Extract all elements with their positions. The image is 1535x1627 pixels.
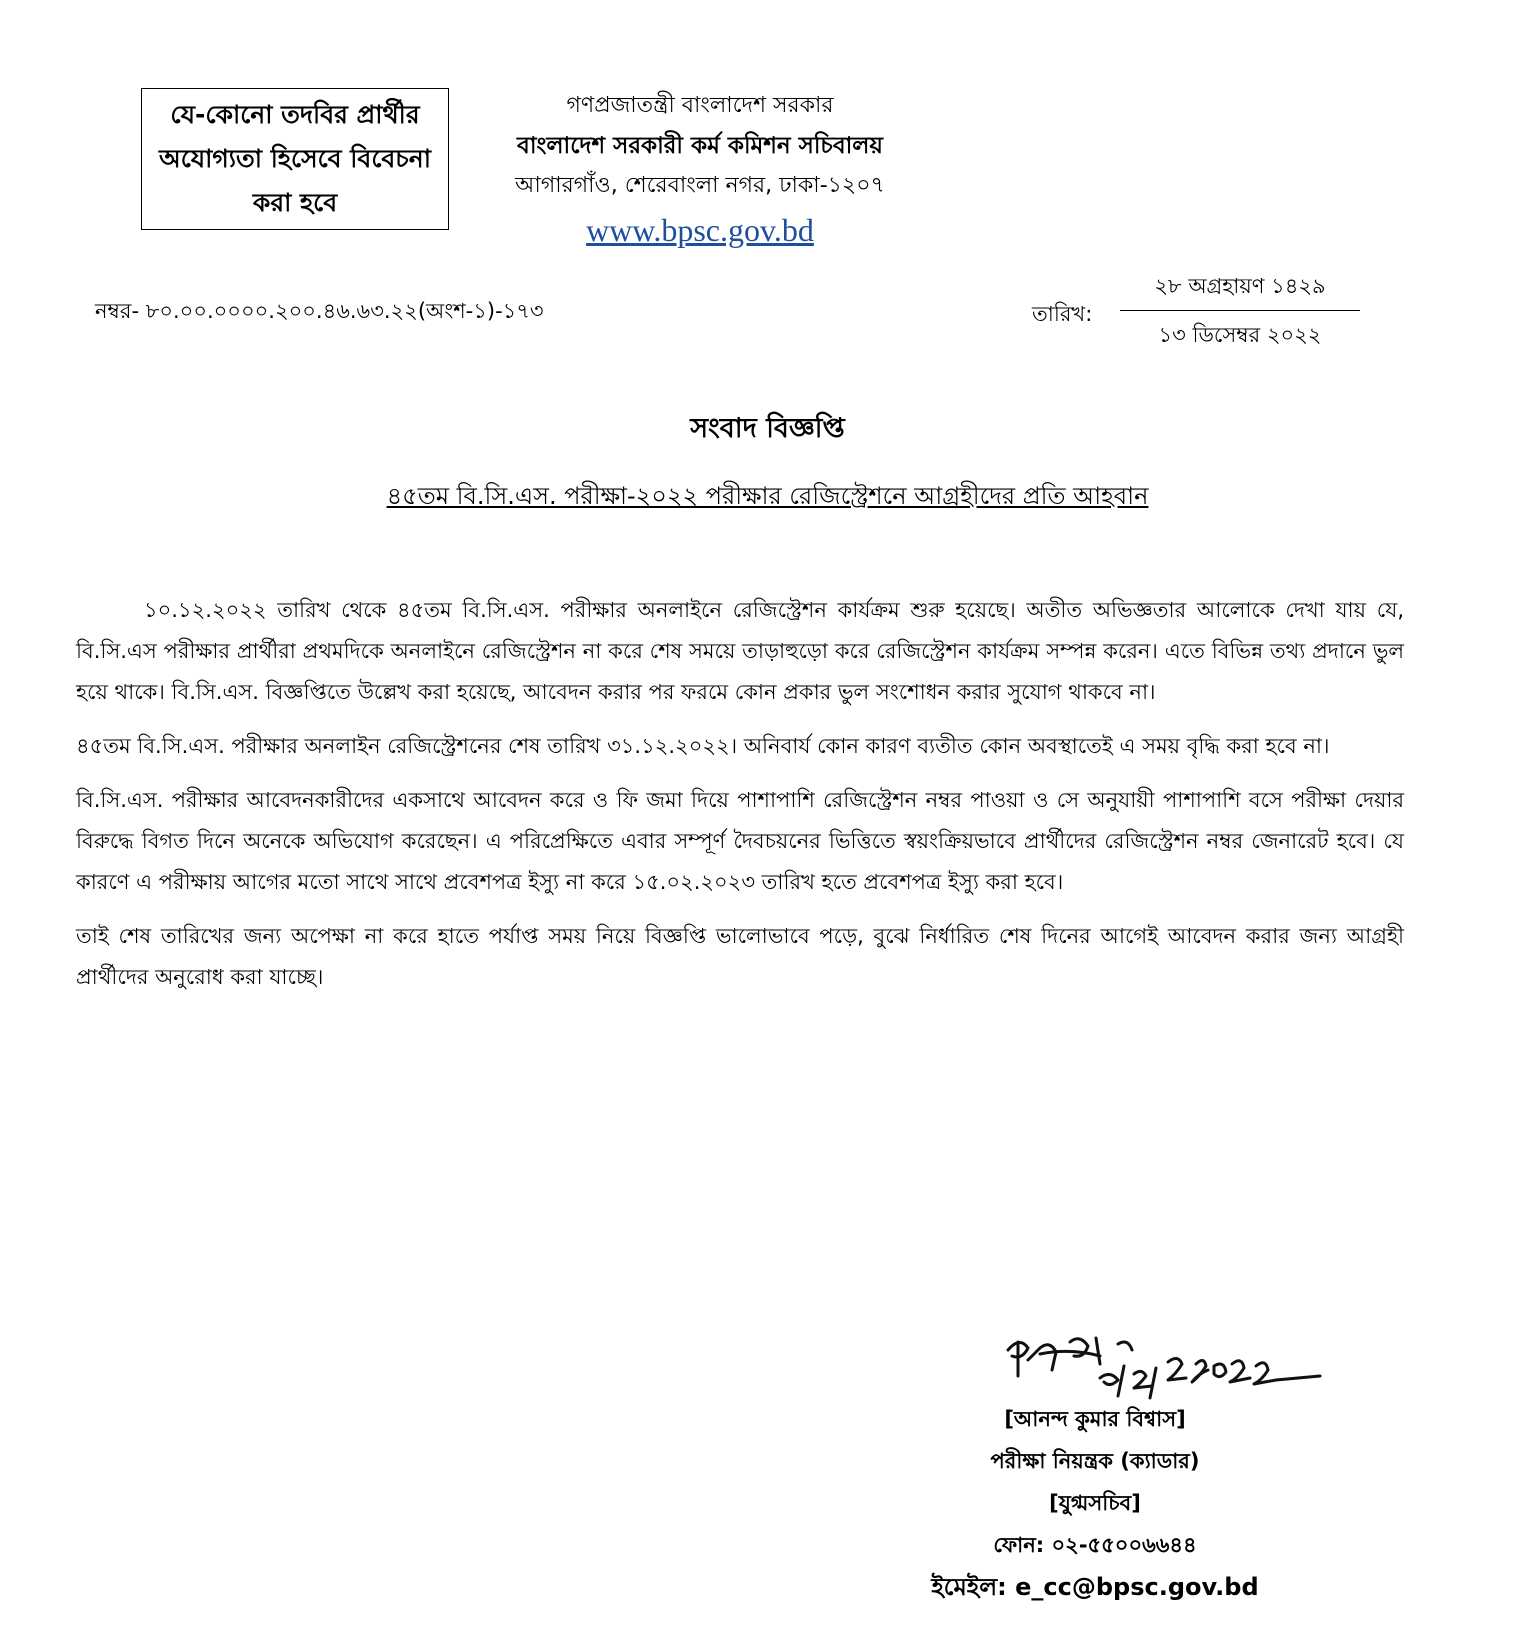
notice-body — [76, 590, 1404, 1011]
date-block — [1120, 268, 1360, 353]
date-gregorian: ১৩ ডিসেম্বর ২০২২ — [1158, 323, 1322, 347]
website-link[interactable]: www.bpsc.gov.bd — [586, 212, 814, 248]
signatory-email[interactable]: ইমেইল: e_cc@bpsc.gov.bd — [931, 1573, 1259, 1601]
paragraph-4: তাই শেষ তারিখের জন্য অপেক্ষা না করে হাতে পর্যাপ্ত সময় নিয়ে বিজ্ঞপ্তি ভালোভাবে পড়ে, বুঝে নির্ধারিত শেষ দিনের আগেই আবেদন করার জন্য আগ্রহী প্রার্থীদের অনুরোধ করা যাচ্ছে। — [76, 924, 1404, 989]
paragraph-2: ৪৫তম বি.সি.এস. পরীক্ষার অনলাইন রেজিস্ট্রেশনের শেষ তারিখ ৩১.১২.২০২২। অনিবার্য কোন কারণ ব্যতীত কোন অবস্থাতেই এ সময় বৃদ্ধি করা হবে না। — [76, 734, 1330, 758]
paragraph-3: বি.সি.এস. পরীক্ষার আবেদনকারীদের একসাথে আবেদন করে ও ফি জমা দিয়ে পাশাপাশি রেজিস্ট্রেশন নম্বর পাওয়া ও সে অনুযায়ী পাশাপাশি বসে পরীক্ষা দেয়ার বিরুদ্ধে বিগত দিনে অনেকে অভিযোগ করেছেন। এ পরিপ্রেক্ষিতে এবার সম্পূর্ণ দৈবচয়নের ভিত্তিতে স্বয়ংক্রিয়ভাবে প্রার্থীদের রেজিস্ট্রেশন নম্বর জেনারেট হবে। যে কারণে এ পরীক্ষায় আগের মতো সাথে সাথে প্রবেশপত্র ইস্যু না করে ১৫.০২.২০২৩ তারিখ হতে প্রবেশপত্র ইস্যু করা হবে। — [76, 788, 1404, 894]
document-subtitle: ৪৫তম বি.সি.এস. পরীক্ষা-২০২২ পরীক্ষার রেজিস্ট্রেশনে আগ্রহীদের প্রতি আহবান — [386, 482, 1149, 510]
office-address: আগারগাঁও, শেরেবাংলা নগর, ঢাকা-১২০৭ — [515, 173, 885, 198]
paragraph-1: ১০.১২.২০২২ তারিখ থেকে ৪৫তম বি.সি.এস. পরীক্ষার অনলাইনে রেজিস্ট্রেশন কার্যক্রম শুরু হয়েছে। অতীত অভিজ্ঞতার আলোকে দেখা যায় যে, বি.সি.এস পরীক্ষার প্রার্থীরা প্রথমদিকে অনলাইনে রেজিস্ট্রেশন না করে শেষ সময়ে তাড়াহুড়ো করে রেজিস্ট্রেশন কার্যক্রম সম্পন্ন করেন। এতে বিভিন্ন তথ্য প্রদানে ভুল হয়ে থাকে। বি.সি.এস. বিজ্ঞপ্তিতে উল্লেখ করা হয়েছে, আবেদন করার পর ফরমে কোন প্রকার ভুল সংশোধন করার সুযোগ থাকবে না। — [76, 598, 1404, 704]
notice-warning-box — [141, 88, 449, 230]
signatory-phone: ফোন: ০২-৫৫০০৬৬৪৪ — [993, 1533, 1197, 1557]
signatory-designation: পরীক্ষা নিয়ন্ত্রক (ক্যাডার) — [990, 1449, 1200, 1473]
date-bangla: ২৮ অগ্রহায়ণ ১৪২৯ — [1120, 268, 1360, 311]
memo-number: নম্বর- ৮০.০০.০০০০.২০০.৪৬.৬৩.২২(অংশ-১)-১৭৩ — [95, 299, 544, 323]
government-name: গণপ্রজাতন্ত্রী বাংলাদেশ সরকার — [566, 93, 834, 118]
office-name: বাংলাদেশ সরকারী কর্ম কমিশন সচিবালয় — [517, 133, 883, 159]
signature-block — [880, 1398, 1310, 1608]
warning-line-1: যে-কোনো তদবির প্রার্থীর — [170, 100, 420, 129]
date-label: তারিখ: — [1032, 302, 1093, 326]
signatory-name: [আনন্দ কুমার বিশ্বাস] — [1004, 1407, 1186, 1431]
signatory-rank: [যুগ্মসচিব] — [1049, 1491, 1141, 1515]
warning-line-2: অযোগ্যতা হিসেবে বিবেচনা — [159, 144, 431, 173]
document-title: সংবাদ বিজ্ঞপ্তি — [690, 413, 845, 444]
letterhead — [460, 86, 940, 254]
warning-line-3: করা হবে — [252, 188, 338, 217]
